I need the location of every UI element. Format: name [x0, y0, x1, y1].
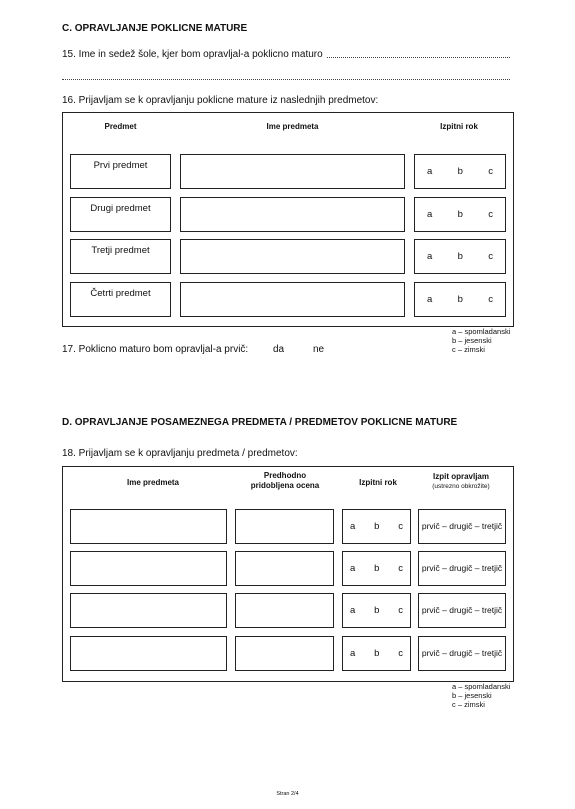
attempt-choice[interactable]	[418, 593, 506, 628]
term-b[interactable]: b	[374, 605, 380, 616]
attempt-options[interactable]: prvič – drugič – tretjič	[421, 648, 503, 658]
q17-no-option[interactable]: ne	[313, 344, 325, 355]
exam-term-choice[interactable]	[414, 197, 506, 232]
term-c[interactable]: c	[398, 521, 403, 532]
header-line: pridobljena ocena	[250, 481, 320, 490]
term-c[interactable]: c	[488, 294, 493, 305]
exam-term-choice[interactable]	[342, 551, 411, 586]
subject-name-field[interactable]	[180, 239, 405, 274]
subject-label-box	[70, 282, 171, 317]
subject-name-field[interactable]	[70, 551, 227, 586]
term-c[interactable]: c	[398, 563, 403, 574]
subject-label: Drugi predmet	[90, 203, 151, 214]
page-number: Stran 2/4	[276, 791, 299, 797]
term-a[interactable]: a	[427, 166, 433, 177]
header-predmet: Predmet	[104, 122, 137, 131]
legend-item: b – jesenski	[452, 336, 492, 345]
attempt-options[interactable]: prvič – drugič – tretjič	[421, 605, 503, 615]
exam-term-choice[interactable]	[414, 239, 506, 274]
term-b[interactable]: b	[457, 251, 463, 262]
attempt-choice[interactable]	[418, 509, 506, 544]
subject-name-field[interactable]	[70, 636, 227, 671]
previous-grade-field[interactable]	[235, 509, 334, 544]
term-c[interactable]: c	[488, 166, 493, 177]
q17-yes-option[interactable]: da	[273, 344, 285, 355]
term-b[interactable]: b	[374, 563, 380, 574]
section-c-title: C. OPRAVLJANJE POKLICNE MATURE	[62, 23, 248, 34]
q18-label: 18. Prijavljam se k opravljanju predmeta / predmetov:	[62, 448, 298, 459]
term-legend-d	[452, 682, 510, 709]
attempt-choice[interactable]	[418, 551, 506, 586]
term-a[interactable]: a	[427, 251, 433, 262]
exam-term-choice[interactable]	[342, 593, 411, 628]
exam-term-choice[interactable]	[414, 154, 506, 189]
subject-label-box	[70, 154, 171, 189]
subject-label: Tretji predmet	[91, 245, 150, 256]
term-c[interactable]: c	[398, 605, 403, 616]
previous-grade-field[interactable]	[235, 636, 334, 671]
section-d-title: D. OPRAVLJANJE POSAMEZNEGA PREDMETA / PREDMETOV POKLICNE MATURE	[62, 417, 458, 428]
term-legend-c	[452, 327, 510, 354]
header-izpit-opravljam	[415, 472, 507, 492]
term-a[interactable]: a	[427, 209, 433, 220]
term-b[interactable]: b	[457, 166, 463, 177]
q15-school-field-line2[interactable]	[62, 79, 510, 80]
term-b[interactable]: b	[374, 648, 380, 659]
attempt-options[interactable]: prvič – drugič – tretjič	[421, 563, 503, 573]
term-b[interactable]: b	[457, 209, 463, 220]
legend-item: a – spomladanski	[452, 682, 511, 691]
term-a[interactable]: a	[350, 648, 356, 659]
previous-grade-field[interactable]	[235, 593, 334, 628]
previous-grade-field[interactable]	[235, 551, 334, 586]
header-note: (ustrezno obkrožite)	[432, 483, 490, 490]
legend-item: b – jesenski	[452, 691, 492, 700]
term-b[interactable]: b	[457, 294, 463, 305]
term-a[interactable]: a	[350, 563, 356, 574]
exam-term-choice[interactable]	[342, 509, 411, 544]
q15-label: 15. Ime in sedež šole, kjer bom opravljal-a poklicno maturo	[62, 49, 323, 60]
subject-label: Četrti predmet	[90, 288, 151, 299]
term-a[interactable]: a	[350, 605, 356, 616]
header-ime-predmeta: Ime predmeta	[266, 122, 319, 131]
subject-name-field[interactable]	[180, 154, 405, 189]
subject-label-box	[70, 239, 171, 274]
subject-name-field[interactable]	[70, 509, 227, 544]
subject-name-field[interactable]	[180, 282, 405, 317]
exam-term-choice[interactable]	[414, 282, 506, 317]
term-b[interactable]: b	[374, 521, 380, 532]
header-predhodna-ocena	[235, 471, 335, 491]
subject-name-field[interactable]	[70, 593, 227, 628]
legend-item: a – spomladanski	[452, 327, 511, 336]
term-c[interactable]: c	[398, 648, 403, 659]
header-izpitni-rok: Izpitni rok	[359, 478, 397, 487]
attempt-choice[interactable]	[418, 636, 506, 671]
exam-term-choice[interactable]	[342, 636, 411, 671]
legend-item: c – zimski	[452, 700, 485, 709]
header-izpitni-rok: Izpitni rok	[440, 122, 478, 131]
header-line: Predhodno	[263, 471, 307, 480]
attempt-options[interactable]: prvič – drugič – tretjič	[421, 521, 503, 531]
term-a[interactable]: a	[350, 521, 356, 532]
q15-school-field[interactable]	[327, 57, 510, 58]
header-line: Izpit opravljam	[432, 472, 489, 481]
legend-item: c – zimski	[452, 345, 485, 354]
term-a[interactable]: a	[427, 294, 433, 305]
subject-label-box	[70, 197, 171, 232]
q17-label: 17. Poklicno maturo bom opravljal-a prvič:	[62, 344, 249, 355]
subject-label: Prvi predmet	[93, 160, 148, 171]
header-ime-predmeta: Ime predmeta	[126, 478, 180, 487]
subject-name-field[interactable]	[180, 197, 405, 232]
term-c[interactable]: c	[488, 251, 493, 262]
term-c[interactable]: c	[488, 209, 493, 220]
q16-label: 16. Prijavljam se k opravljanju poklicne mature iz naslednjih predmetov:	[62, 95, 379, 106]
